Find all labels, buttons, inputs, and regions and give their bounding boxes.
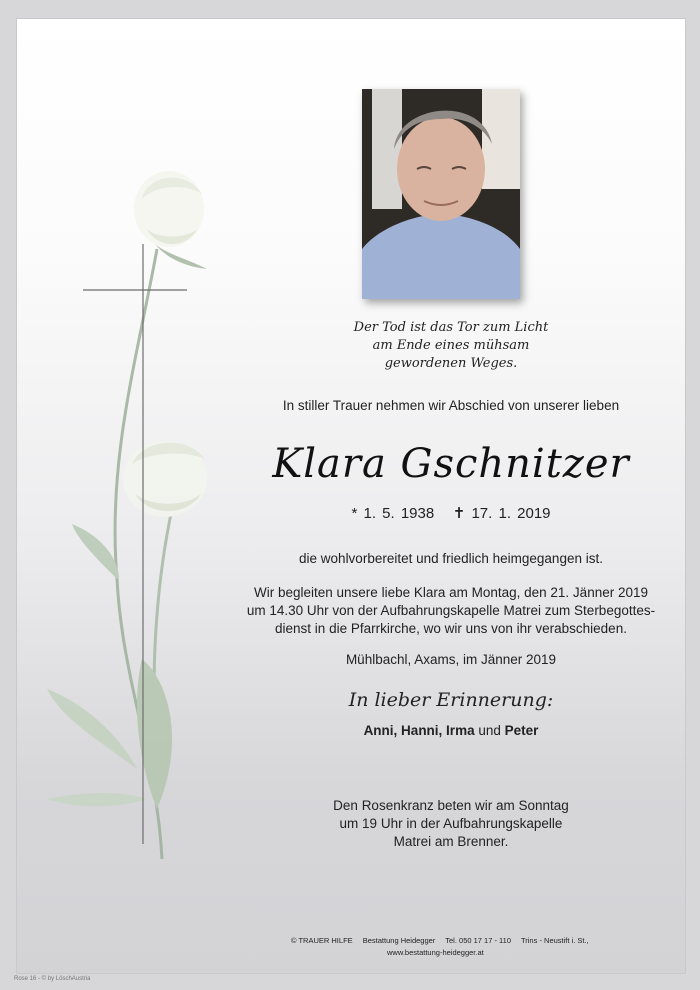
passing-statement: die wohlvorbereitet und friedlich heimgegangen ist. <box>299 551 603 566</box>
mourner-last-name: Peter <box>504 723 539 738</box>
mourner-conjunction: und <box>478 723 501 738</box>
obituary-card <box>16 18 686 974</box>
motto <box>231 319 671 373</box>
rosary-info <box>231 797 671 851</box>
footer-phone: Tel. 050 17 17 - 110 <box>445 936 512 945</box>
funeral-line: um 14.30 Uhr von der Aufbahrungskapelle Matrei zum Sterbegottes- <box>246 603 656 618</box>
place-date: Mühlbachl, Axams, im Jänner 2019 <box>345 652 557 667</box>
portrait-photo <box>362 89 520 299</box>
white-rose-cross-illustration <box>37 159 237 919</box>
birth-date: * 1. 5. 1938 <box>351 505 435 522</box>
footer-location: Trins - Neustift i. St., <box>520 936 589 945</box>
mourners <box>231 723 671 738</box>
mourner-names: Anni, Hanni, Irma <box>363 723 475 738</box>
deceased-name: Klara Gschnitzer <box>272 441 630 487</box>
funeral-line: dienst in die Pfarrkirche, wo wir uns von ihr verabschieden. <box>275 621 627 636</box>
death-date: ✝ 17. 1. 2019 <box>452 505 551 522</box>
footer-company: Bestattung Heidegger <box>362 936 436 945</box>
rosary-line: um 19 Uhr in der Aufbahrungskapelle <box>339 816 563 831</box>
image-credit: Rose 16 - © by LöschAustria <box>14 976 91 982</box>
footer-brand: © TRAUER HILFE <box>291 936 353 945</box>
rosary-line: Den Rosenkranz beten wir am Sonntag <box>333 798 569 813</box>
footer-contact <box>291 936 597 945</box>
memory-heading: In lieber Erinnerung: <box>348 689 554 711</box>
funeral-line: Wir begleiten unsere liebe Klara am Montag, den 21. Jänner 2019 <box>254 585 648 600</box>
funeral-details <box>231 584 671 638</box>
rosary-line: Matrei am Brenner. <box>393 834 509 849</box>
life-dates <box>231 504 671 522</box>
motto-line: gewordenen Weges. <box>384 356 518 371</box>
motto-line: am Ende eines mühsam <box>372 338 530 353</box>
motto-line: Der Tod ist das Tor zum Licht <box>353 320 549 335</box>
footer-website[interactable]: www.bestattung-heidegger.at <box>387 948 484 957</box>
intro-text: In stiller Trauer nehmen wir Abschied von unserer lieben <box>282 398 620 413</box>
